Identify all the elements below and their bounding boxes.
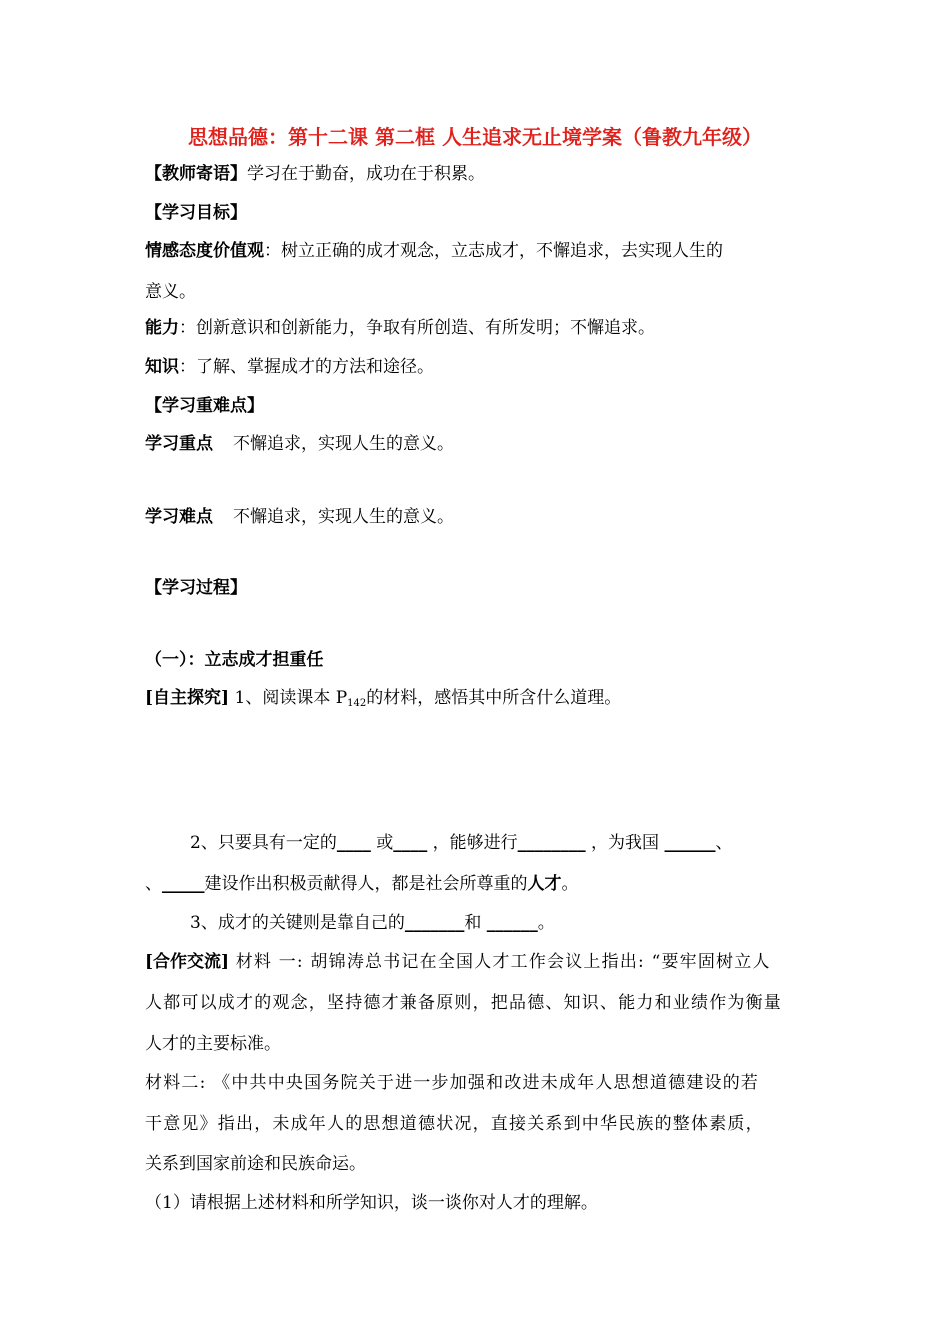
document-title: 思想品德：第十二课 第二框 人生追求无止境学案（鲁教九年级） — [188, 125, 762, 149]
cooperate-line-2: 人都可以成才的观念，坚持德才兼备原则，把品德、知识、能力和业绩作为衡量 — [145, 993, 782, 1013]
q3-text: 和 — [464, 913, 487, 933]
q2-text: ，能够进行 — [427, 833, 518, 853]
goal-knowledge-text: ：了解、掌握成才的方法和途径。 — [179, 357, 434, 377]
teacher-message — [145, 162, 485, 186]
goal-emotion-continued: 意义。 — [145, 282, 196, 302]
goals-heading: 【学习目标】 — [145, 203, 247, 223]
q2-blank-5[interactable]: _____ — [162, 874, 205, 894]
teacher-message-label: 【教师寄语】 — [145, 164, 247, 184]
section1-heading: （一）：立志成才担重任 — [145, 650, 324, 670]
q2-blank-2[interactable]: ____ — [393, 833, 428, 853]
q2-text: ，为我国 — [585, 833, 665, 853]
goal-emotion-label: 情感态度价值观 — [145, 241, 264, 261]
q2-text: 2、只要具有一定的 — [190, 833, 337, 853]
question-1: （1）请根据上述材料和所学知识，谈一谈你对人才的理解。 — [145, 1193, 598, 1213]
teacher-message-text: 学习在于勤奋，成功在于积累。 — [247, 164, 485, 184]
material2-line-3: 关系到国家前途和民族命运。 — [145, 1154, 366, 1174]
q3-text: 。 — [537, 913, 555, 933]
cooperate-line-1 — [145, 950, 771, 974]
difficult-point-text: 不懈追求，实现人生的意义。 — [233, 507, 454, 527]
q2-text: 。 — [561, 874, 579, 894]
key-point — [145, 432, 454, 456]
q2-text: 或 — [370, 833, 394, 853]
self-explore — [145, 686, 621, 716]
cooperate-line-3: 人才的主要标准。 — [145, 1034, 281, 1054]
q3-blank-1[interactable]: _______ — [404, 913, 465, 933]
goal-emotion — [145, 239, 723, 263]
material2-line-2: 干意见》指出，未成年人的思想道德状况，直接关系到中华民族的整体素质， — [145, 1114, 764, 1134]
goal-knowledge-label: 知识 — [145, 357, 179, 377]
q3-blank-2[interactable]: ______ — [486, 913, 538, 933]
q2-emphasis: 人才 — [527, 874, 562, 894]
key-point-label: 学习重点 — [145, 434, 213, 454]
q2-text: 建设作出积极贡献得人，都是社会所尊重的 — [204, 874, 528, 894]
q2-blank-3[interactable]: ________ — [517, 833, 586, 853]
q2-blank-1[interactable]: ____ — [336, 833, 371, 853]
cooperate-label: [合作交流] — [145, 952, 230, 972]
q2-text: 、 — [145, 874, 162, 894]
process-heading: 【学习过程】 — [145, 578, 247, 598]
q2-blank-4[interactable]: ______ — [664, 833, 716, 853]
goal-ability — [145, 316, 655, 340]
self-explore-label: [自主探究] — [145, 688, 230, 708]
material2-line-1: 材料二: 《中共中央国务院关于进一步加强和改进未成年人思想道德建设的若 — [145, 1073, 760, 1093]
difficult-point — [145, 505, 454, 529]
q2-text: 、 — [715, 833, 733, 853]
q3-text: 3、成才的关键则是靠自己的 — [190, 913, 405, 933]
question-3 — [190, 911, 555, 935]
question-2-line-2 — [145, 872, 579, 896]
goal-knowledge — [145, 355, 434, 379]
page-number-subscript: 142 — [347, 698, 367, 709]
goal-emotion-text: ：树立正确的成才观念，立志成才，不懈追求，去实现人生的 — [264, 241, 723, 261]
question-2-line-1 — [190, 831, 732, 855]
key-point-text: 不懈追求，实现人生的意义。 — [233, 434, 454, 454]
cooperate-text: 材料 一: 胡锦涛总书记在全国人才工作会议上指出: “要牢固树立人 — [229, 952, 771, 972]
self-explore-text: 1、阅读课本 P — [229, 688, 348, 708]
key-heading: 【学习重难点】 — [145, 396, 264, 416]
goal-ability-label: 能力 — [145, 318, 179, 338]
goal-ability-text: ：创新意识和创新能力，争取有所创造、有所发明；不懈追求。 — [179, 318, 655, 338]
self-explore-text-end: 的材料，感悟其中所含什么道理。 — [366, 688, 622, 708]
difficult-point-label: 学习难点 — [145, 507, 213, 527]
